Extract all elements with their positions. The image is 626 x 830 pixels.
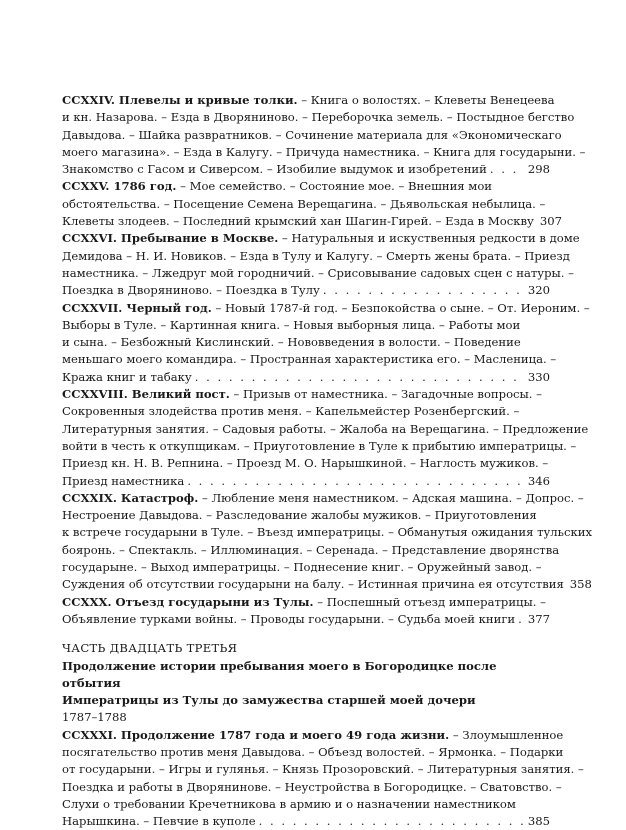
toc-entry [62,386,589,490]
entry-text: бояронь. – Спектакль. – Иллюминация. – Серенада. – Представление дворянства [62,542,560,557]
toc-entry-line [62,421,589,438]
entry-text: Поездка и работы в Дворянинове. – Неустройства в Богородицке. – Сватовство. – [62,779,562,794]
toc-entry [62,300,590,386]
toc-entry-line [62,300,590,317]
toc-entry-line [62,455,550,472]
toc-entry-line [62,490,584,507]
leader-dots [187,473,525,490]
toc-entry-line [62,230,580,247]
chapter-heading: CCXXIX. Катастроф. [62,490,199,505]
toc-entry-line [62,796,550,813]
leader-dots [490,161,525,178]
entry-text: Поездка в Дворяниново. – Поездка в Тулу [62,283,320,298]
toc-entry-last-line [62,282,550,299]
chapter-heading: CCXXV. 1786 год. [62,179,177,194]
entry-text: и сына. – Безбожный Кислинский. – Нововведения в волости. – Поведение [62,335,521,350]
entry-text: Кража книг и табаку [62,369,192,384]
toc-entry-line [62,265,574,282]
page-number: 385 [527,814,550,829]
part-years: 1787–1788 [62,710,127,725]
entry-text: Приезд кн. Н. В. Репнина. – Проезд М. О. Нарышкиной. – Наглость мужиков. – [62,456,549,471]
toc-entry-line [62,438,577,455]
entry-text: войти в честь к откупщикам. – Приуготовление в Туле к прибытию императрицы. – [62,438,577,453]
entry-text: обстоятельства. – Посещение Семена Верещагина. – Дьявольская небылица. – [62,196,546,211]
toc-entry-line [62,524,592,541]
entry-text: Литературныя занятия. – Садовыя работы. – Жалоба на Верещагина. – Предложение [62,421,589,436]
toc-entry-line [62,559,550,576]
entry-text: Сокровенныя злодейства против меня. – Капельмейстер Розенбергский. – [62,404,520,419]
toc-entry-line [62,761,584,778]
page-number: 298 [527,162,550,177]
page-number: 346 [527,473,550,488]
entry-text: – Натуральныя и искуственныя редкости в доме [278,231,580,246]
toc-entry-last-line [62,161,550,178]
toc-entry-line [62,144,586,161]
toc-entry [62,594,550,629]
toc-entry-line [62,744,564,761]
toc-entry [62,490,592,594]
entry-text: государыне. – Выход императрицы. – Поднесение книг. – Оружейный завод. – [62,560,542,575]
toc-entry-last-line [62,369,550,386]
toc-entry-last-line [62,576,592,593]
page-number: 320 [527,283,550,298]
chapter-heading: CCXXVIII. Великий пост. [62,387,230,402]
toc-entry-last-line [62,813,550,830]
entry-text: наместника. – Лжедруг мой городничий. – Срисовывание садовых сцен с натуры. – [62,265,574,280]
part-subtitle-line-1: Продолжение истории пребывания моего в Богородицке после отбытия [62,658,497,690]
chapter-heading: CCXXVI. Пребывание в Москве. [62,231,279,246]
entry-text: Нестроение Давыдова. – Разследование жалобы мужиков. – Приуготовления [62,508,537,523]
entry-text: Объявление турками войны. – Проводы государыни. – Судьба моей книги [62,611,516,626]
toc-entry-last-line [62,473,550,490]
entry-text: от государыни. – Игры и гулянья. – Князь Прозоровский. – Литературныя занятия. – [62,762,584,777]
entry-text: Приезд наместника [62,473,185,488]
entry-text: – Поспешный отъезд императрицы. – [313,594,546,609]
toc-entry-line [62,542,560,559]
entry-text: – Новый 1787-й год. – Безпокойства о сыне. – От. Иероним. – [211,300,590,315]
part-title: ЧАСТЬ ДВАДЦАТЬ ТРЕТЬЯ [62,641,238,656]
toc-entry-line [62,317,550,334]
entry-text: моего магазина». – Езда в Калугу. – Причуда наместника. – Книга для государыни. – [62,144,586,159]
chapter-heading: CCXXVII. Черный год. [62,300,212,315]
toc-entry-line [62,403,550,420]
toc-entries-part-23 [62,727,584,830]
toc-entry-line [62,351,557,368]
chapter-heading: CCXXXI. Продолжение 1787 года и моего 49 года жизни. [62,727,450,742]
toc-entry-line [62,109,575,126]
entry-text: Выборы в Туле. – Картинная книга. – Новыя выборныя лица. – Работы мои [62,317,521,332]
toc-entry [62,178,562,230]
toc-entry-line [62,727,564,744]
page-number: 377 [527,611,550,626]
toc-entry-line [62,248,570,265]
part-heading [62,640,550,726]
toc-entry-line [62,594,550,611]
entry-text: – Призыв от наместника. – Загадочные вопросы. – [229,387,542,402]
toc-page [62,92,592,830]
page-number: 358 [569,577,592,592]
toc-entry [62,92,586,178]
entry-text: – Книга о волостях. – Клеветы Венецеева [297,93,555,107]
toc-entry-line [62,386,550,403]
toc-entries-part-22 [62,92,592,628]
toc-entry-line [62,127,562,144]
entry-text: – Любление меня наместником. – Адская машина. – Допрос. – [198,490,584,505]
chapter-heading: CCXXX. Отъезд государыни из Тулы. [62,594,314,609]
toc-entry-line [62,334,550,351]
entry-text: меньшаго моего командира. – Пространная характеристика его. – Масленица. – [62,352,557,367]
entry-text: Суждения об отсутствии государыни на балу. – Истинная причина ея отсутствия [62,577,564,592]
entry-text: к встрече государыни в Туле. – Въезд императрицы. – Обманутыя ожидания тульских [62,525,592,540]
entry-text: – Мое семейство. – Состояние мое. – Внешния мои [176,179,493,194]
toc-entry [62,230,580,299]
toc-entry-line [62,779,562,796]
leader-dots [323,282,525,299]
toc-entry-line [62,92,555,109]
entry-text: Знакомство с Гасом и Сиверсом. – Изобилие выдумок и изобретений [62,162,487,177]
part-subtitle-line-2: Императрицы из Тулы до замужества старшей моей дочери [62,693,476,708]
entry-text: Клеветы злодеев. – Последний крымский хан Шагин-Гирей. – Езда в Москву [62,214,534,229]
entry-text: – Злоумышленное [449,727,564,742]
entry-text: Слухи о требовании Кречетникова в армию и о назначении наместником [62,796,516,811]
toc-entry [62,727,584,830]
toc-entry-line [62,178,550,195]
leader-dots [259,813,525,830]
entry-text: посягательство против меня Давыдова. – Объезд волостей. – Ярмонка. – Подарки [62,744,564,759]
entry-text: Давыдова. – Шайка развратников. – Сочинение материала для «Экономическаго [62,127,562,142]
leader-dots [195,369,525,386]
toc-entry-last-line [62,611,550,628]
leader-dots [518,611,525,628]
page-number: 330 [527,369,550,384]
toc-entry-line [62,196,550,213]
toc-entry-last-line [62,213,562,230]
entry-text: Нарышкина. – Певчие в куполе [62,814,256,829]
toc-entry-line [62,507,550,524]
page-number: 307 [539,214,562,229]
entry-text: и кн. Назарова. – Езда в Дворяниново. – Переборочка земель. – Постыдное бегство [62,110,575,125]
chapter-heading: CCXXIV. Плевелы и кривые толки. [62,93,298,107]
entry-text: Демидова – Н. И. Новиков. – Езда в Тулу и Калугу. – Смерть жены брата. – Приезд [62,248,570,263]
